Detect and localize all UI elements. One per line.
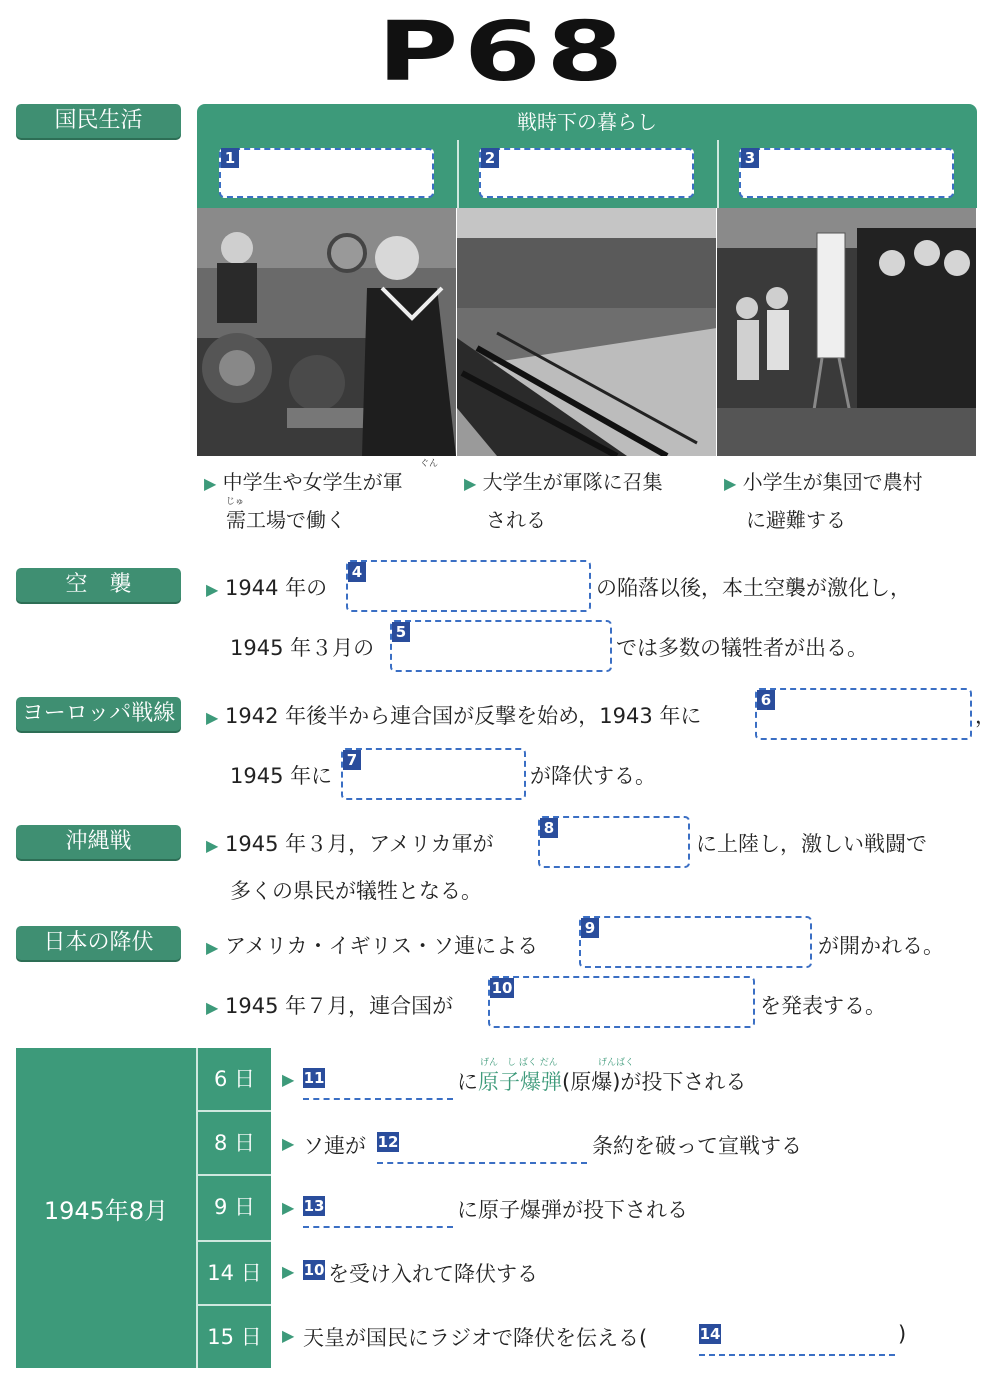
europe-line-2: 1945 年に: [230, 764, 333, 788]
august-6-text: に原子爆弾(原爆)が投下される: [457, 1070, 747, 1094]
august-15-pre: 天皇が国民にラジオで降伏を伝える(: [303, 1326, 648, 1350]
kofuku-line-2-post: を発表する。: [760, 994, 886, 1018]
day-6: 6 日: [213, 1067, 256, 1091]
caption-line: される: [486, 508, 546, 532]
kofuku-line-1-post: が開かれる。: [818, 934, 944, 958]
blank-number-6: 6: [757, 690, 775, 710]
blank-number-10: 10: [491, 979, 513, 997]
answer-blank-10[interactable]: [488, 976, 755, 1028]
label-kushu: 空 襲: [16, 568, 181, 602]
europe-line-2-post: が降伏する。: [530, 764, 656, 788]
blank-number-5: 5: [392, 622, 410, 642]
caption-line: 中学生や女学生が軍: [222, 470, 403, 494]
blank-number-3: 3: [741, 148, 759, 168]
bullet-triangle-icon: ▶: [282, 1198, 295, 1217]
label-europe: ヨーロッパ戦線: [16, 697, 181, 731]
answer-blank-7[interactable]: [341, 748, 526, 800]
answer-blank-5[interactable]: [390, 620, 612, 672]
europe-line-1-post: ，: [975, 704, 996, 728]
august-15-post: ): [898, 1322, 907, 1346]
blank-number-10-ref: 10: [303, 1261, 325, 1279]
bullet-triangle-icon: ▶: [724, 474, 737, 493]
kofuku-line-1: ▶ アメリカ・イギリス・ソ連による: [206, 934, 539, 958]
europe-line-1: ▶ 1942 年後半から連合国が反撃を始め，1943 年に: [206, 704, 702, 728]
ruby-text: ぐん: [420, 459, 439, 469]
caption-line: 大学生が軍隊に召集: [482, 470, 663, 494]
kushu-line-1: ▶ 1944 年の: [206, 576, 328, 600]
day-15: 15 日: [198, 1304, 271, 1366]
atomic-bomb-term: 原子爆弾: [478, 1070, 562, 1094]
caption-line: 需工場で働く: [226, 508, 346, 532]
caption-evacuation: [724, 464, 969, 539]
answer-blank-13[interactable]: [303, 1200, 453, 1228]
blank-number-13: 13: [303, 1197, 325, 1215]
caption-line: に避難する: [746, 508, 846, 532]
okinawa-line-1-post: に上陸し，激しい戦闘で: [696, 832, 927, 856]
page-title: P68: [377, 5, 629, 100]
answer-blank-14[interactable]: [699, 1328, 895, 1356]
blank-number-2: 2: [481, 148, 499, 168]
bullet-triangle-icon: ▶: [282, 1262, 295, 1281]
caption-university: [464, 464, 709, 539]
answer-blank-9[interactable]: [579, 916, 812, 968]
answer-blank-4[interactable]: [346, 560, 591, 612]
bullet-triangle-icon: ▶: [206, 998, 219, 1017]
kushu-line-2: 1945 年３月の: [230, 636, 375, 660]
day-8: 8 日: [198, 1110, 271, 1172]
blank-number-9: 9: [581, 918, 599, 938]
ruby-text: げん し ばく だん: [480, 1058, 558, 1068]
answer-blank-6[interactable]: [755, 688, 972, 740]
blank-number-11: 11: [303, 1069, 325, 1087]
kushu-line-1-post: の陥落以後，本土空襲が激化し，: [596, 576, 911, 600]
label-okinawa: 沖縄戦: [16, 825, 181, 859]
bullet-triangle-icon: ▶: [206, 836, 219, 855]
blank-number-14: 14: [699, 1325, 721, 1343]
bullet-triangle-icon: ▶: [206, 580, 219, 599]
blank-number-12: 12: [377, 1133, 399, 1151]
blank-number-4: 4: [348, 562, 366, 582]
okinawa-line-1: ▶ 1945 年３月，アメリカ軍が: [206, 832, 494, 856]
bullet-triangle-icon: ▶: [282, 1134, 295, 1153]
august-14-post: を受け入れて降伏する: [328, 1262, 538, 1286]
august-9-post: に原子爆弾が投下される: [457, 1198, 688, 1222]
blank-number-8: 8: [540, 818, 558, 838]
answer-blank-12[interactable]: [377, 1136, 587, 1164]
ruby-text: げんばく: [598, 1058, 635, 1068]
photo-factory-workers: [197, 208, 456, 456]
okinawa-line-2: 多くの県民が犠牲となる。: [230, 879, 482, 903]
bullet-triangle-icon: ▶: [282, 1070, 295, 1089]
bullet-triangle-icon: ▶: [464, 474, 477, 493]
august-date-label: 1945年8月: [43, 1196, 169, 1225]
answer-blank-3[interactable]: [739, 148, 954, 198]
august-8-pre: ソ連が: [303, 1134, 366, 1158]
answer-blank-2[interactable]: [479, 148, 694, 198]
answer-blank-1[interactable]: [219, 148, 434, 198]
answer-blank-8[interactable]: [538, 816, 690, 868]
photo-evacuation: [717, 208, 976, 456]
day-9: 9 日: [198, 1174, 271, 1236]
label-kokumin: 国民生活: [16, 104, 181, 138]
answer-blank-11[interactable]: [303, 1072, 453, 1100]
kushu-line-2-post: では多数の犠牲者が出る。: [616, 636, 868, 660]
ruby-text: じゅ: [226, 497, 245, 507]
table-header: 戦時下の暮らし: [197, 104, 977, 140]
blank-number-7: 7: [343, 750, 361, 770]
bullet-triangle-icon: ▶: [206, 938, 219, 957]
kofuku-line-2: ▶ 1945 年７月，連合国が: [206, 994, 454, 1018]
bullet-triangle-icon: ▶: [206, 708, 219, 727]
blank-number-1: 1: [221, 148, 239, 168]
august-8-post: 条約を破って宣戦する: [592, 1134, 802, 1158]
bullet-triangle-icon: ▶: [204, 474, 217, 493]
bullet-triangle-icon: ▶: [282, 1326, 295, 1345]
day-14: 14 日: [198, 1240, 271, 1302]
caption-line: 小学生が集団で農村: [742, 470, 923, 494]
label-kofuku: 日本の降伏: [16, 926, 181, 960]
photo-student-parade: [457, 208, 716, 456]
